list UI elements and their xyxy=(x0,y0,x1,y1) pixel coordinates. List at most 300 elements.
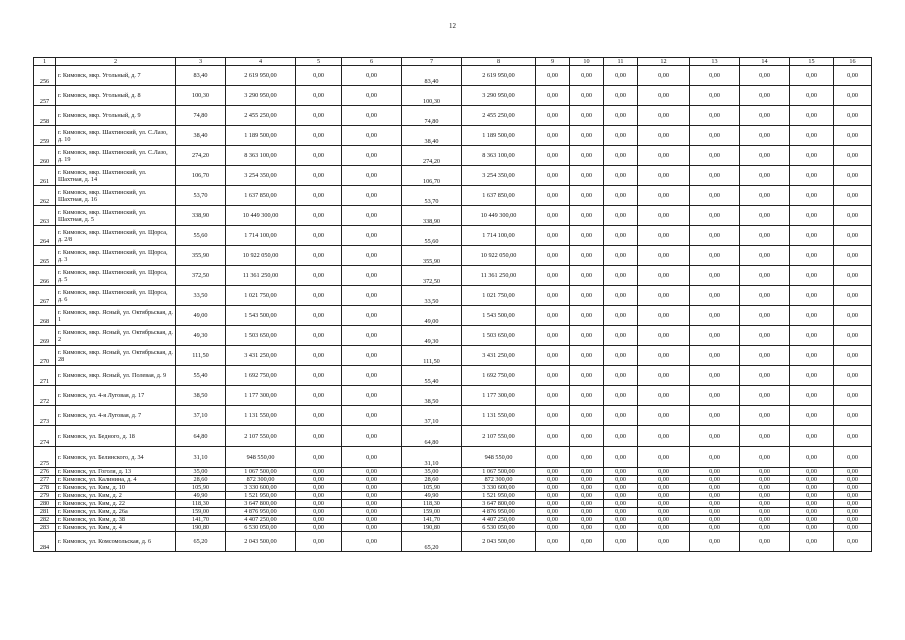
value-cell: 0,00 xyxy=(690,386,740,406)
value-cell: 0,00 xyxy=(604,447,638,468)
value-cell: 0,00 xyxy=(740,286,790,306)
value-cell: 0,00 xyxy=(604,326,638,346)
value-cell: 0,00 xyxy=(790,326,834,346)
header-row xyxy=(34,58,872,66)
value-cell: 0,00 xyxy=(638,386,690,406)
value-cell: 0,00 xyxy=(690,508,740,516)
row-number: 269 xyxy=(34,326,56,346)
value-cell: 0,00 xyxy=(638,447,690,468)
value-cell: 33,50 xyxy=(402,286,462,306)
value-cell: 0,00 xyxy=(604,386,638,406)
value-cell: 0,00 xyxy=(604,468,638,476)
table-row xyxy=(34,166,872,186)
value-cell: 0,00 xyxy=(604,246,638,266)
value-cell: 118,30 xyxy=(176,500,226,508)
value-cell: 37,10 xyxy=(176,406,226,426)
value-cell: 0,00 xyxy=(570,484,604,492)
row-number: 284 xyxy=(34,532,56,552)
header-cell: 1 xyxy=(34,58,56,66)
value-cell: 0,00 xyxy=(604,406,638,426)
value-cell: 0,00 xyxy=(790,508,834,516)
header-cell: 8 xyxy=(462,58,536,66)
value-cell: 0,00 xyxy=(296,226,342,246)
value-cell: 0,00 xyxy=(296,508,342,516)
value-cell: 4 407 250,00 xyxy=(462,516,536,524)
value-cell: 0,00 xyxy=(296,346,342,366)
value-cell: 0,00 xyxy=(638,146,690,166)
address-cell: г. Кимовск, ул. Ким, д. 26а xyxy=(56,508,176,516)
value-cell: 1 637 850,00 xyxy=(226,186,296,206)
address-cell: г. Кимовск, ул. Ким, д. 22 xyxy=(56,500,176,508)
address-cell: г. Кимовск, ул. Калинина, д. 4 xyxy=(56,476,176,484)
value-cell: 0,00 xyxy=(570,366,604,386)
value-cell: 0,00 xyxy=(342,532,402,552)
value-cell: 0,00 xyxy=(740,126,790,146)
value-cell: 0,00 xyxy=(690,346,740,366)
value-cell: 0,00 xyxy=(536,106,570,126)
address-cell: г. Кимовск, мкр. Угольный, д. 8 xyxy=(56,86,176,106)
value-cell: 0,00 xyxy=(296,468,342,476)
table-row xyxy=(34,326,872,346)
value-cell: 0,00 xyxy=(570,468,604,476)
value-cell: 0,00 xyxy=(834,226,872,246)
value-cell: 0,00 xyxy=(296,246,342,266)
value-cell: 106,70 xyxy=(402,166,462,186)
value-cell: 0,00 xyxy=(342,468,402,476)
value-cell: 0,00 xyxy=(740,266,790,286)
value-cell: 0,00 xyxy=(342,346,402,366)
value-cell: 0,00 xyxy=(690,500,740,508)
value-cell: 338,90 xyxy=(176,206,226,226)
value-cell: 0,00 xyxy=(834,286,872,306)
value-cell: 0,00 xyxy=(638,366,690,386)
value-cell: 0,00 xyxy=(604,426,638,447)
header-cell: 6 xyxy=(342,58,402,66)
value-cell: 0,00 xyxy=(740,492,790,500)
value-cell: 0,00 xyxy=(740,146,790,166)
value-cell: 0,00 xyxy=(536,426,570,447)
value-cell: 1 067 500,00 xyxy=(226,468,296,476)
value-cell: 11 361 250,00 xyxy=(462,266,536,286)
value-cell: 0,00 xyxy=(296,386,342,406)
table-row xyxy=(34,524,872,532)
table-row xyxy=(34,508,872,516)
value-cell: 1 503 650,00 xyxy=(226,326,296,346)
value-cell: 0,00 xyxy=(834,126,872,146)
address-cell: г. Кимовск, ул. Ким, д. 2 xyxy=(56,492,176,500)
value-cell: 0,00 xyxy=(740,484,790,492)
value-cell: 0,00 xyxy=(790,266,834,286)
value-cell: 0,00 xyxy=(342,426,402,447)
value-cell: 0,00 xyxy=(740,476,790,484)
value-cell: 0,00 xyxy=(638,492,690,500)
value-cell: 4 876 950,00 xyxy=(226,508,296,516)
value-cell: 0,00 xyxy=(604,106,638,126)
value-cell: 0,00 xyxy=(296,126,342,146)
value-cell: 0,00 xyxy=(536,86,570,106)
value-cell: 0,00 xyxy=(570,206,604,226)
value-cell: 0,00 xyxy=(536,286,570,306)
value-cell: 0,00 xyxy=(296,326,342,346)
value-cell: 0,00 xyxy=(740,386,790,406)
value-cell: 0,00 xyxy=(690,366,740,386)
value-cell: 159,00 xyxy=(402,508,462,516)
value-cell: 0,00 xyxy=(834,326,872,346)
value-cell: 0,00 xyxy=(790,484,834,492)
value-cell: 0,00 xyxy=(690,106,740,126)
value-cell: 0,00 xyxy=(740,426,790,447)
value-cell: 0,00 xyxy=(834,406,872,426)
value-cell: 1 637 850,00 xyxy=(462,186,536,206)
value-cell: 0,00 xyxy=(604,508,638,516)
value-cell: 0,00 xyxy=(638,516,690,524)
value-cell: 3 647 800,00 xyxy=(462,500,536,508)
value-cell: 0,00 xyxy=(604,492,638,500)
value-cell: 0,00 xyxy=(690,426,740,447)
value-cell: 83,40 xyxy=(402,66,462,86)
value-cell: 872 300,00 xyxy=(462,476,536,484)
value-cell: 0,00 xyxy=(604,306,638,326)
value-cell: 2 107 550,00 xyxy=(226,426,296,447)
value-cell: 38,40 xyxy=(402,126,462,146)
value-cell: 49,30 xyxy=(402,326,462,346)
value-cell: 0,00 xyxy=(342,306,402,326)
value-cell: 105,90 xyxy=(402,484,462,492)
address-cell: г. Кимовск, мкр. Шахтинский, ул. Щорса, д. 3 xyxy=(56,246,176,266)
value-cell: 74,80 xyxy=(176,106,226,126)
table-row xyxy=(34,468,872,476)
table-row xyxy=(34,516,872,524)
value-cell: 1 131 550,00 xyxy=(462,406,536,426)
value-cell: 372,50 xyxy=(402,266,462,286)
value-cell: 0,00 xyxy=(638,126,690,146)
header-cell: 15 xyxy=(790,58,834,66)
value-cell: 0,00 xyxy=(570,386,604,406)
value-cell: 0,00 xyxy=(296,426,342,447)
value-cell: 0,00 xyxy=(638,468,690,476)
value-cell: 0,00 xyxy=(604,524,638,532)
value-cell: 274,20 xyxy=(402,146,462,166)
value-cell: 55,40 xyxy=(402,366,462,386)
value-cell: 83,40 xyxy=(176,66,226,86)
row-number: 272 xyxy=(34,386,56,406)
header-cell: 13 xyxy=(690,58,740,66)
value-cell: 3 431 250,00 xyxy=(462,346,536,366)
value-cell: 0,00 xyxy=(536,206,570,226)
table-row xyxy=(34,266,872,286)
row-number: 260 xyxy=(34,146,56,166)
value-cell: 0,00 xyxy=(536,524,570,532)
header-cell: 4 xyxy=(226,58,296,66)
value-cell: 0,00 xyxy=(570,326,604,346)
value-cell: 0,00 xyxy=(604,346,638,366)
value-cell: 0,00 xyxy=(740,516,790,524)
value-cell: 0,00 xyxy=(740,366,790,386)
value-cell: 3 254 350,00 xyxy=(226,166,296,186)
table-row xyxy=(34,426,872,447)
value-cell: 0,00 xyxy=(740,346,790,366)
address-cell: г. Кимовск, мкр. Ясный, ул. Полевая, д. 9 xyxy=(56,366,176,386)
value-cell: 10 449 300,00 xyxy=(226,206,296,226)
value-cell: 0,00 xyxy=(296,366,342,386)
value-cell: 0,00 xyxy=(536,66,570,86)
value-cell: 0,00 xyxy=(690,206,740,226)
value-cell: 0,00 xyxy=(690,286,740,306)
value-cell: 0,00 xyxy=(638,524,690,532)
address-cell: г. Кимовск, мкр. Шахтинский, ул. С.Лазо, д. 10 xyxy=(56,126,176,146)
value-cell: 28,60 xyxy=(176,476,226,484)
value-cell: 0,00 xyxy=(536,146,570,166)
value-cell: 0,00 xyxy=(740,306,790,326)
value-cell: 111,50 xyxy=(402,346,462,366)
value-cell: 141,70 xyxy=(176,516,226,524)
value-cell: 38,40 xyxy=(176,126,226,146)
value-cell: 0,00 xyxy=(790,206,834,226)
value-cell: 190,80 xyxy=(402,524,462,532)
value-cell: 0,00 xyxy=(740,406,790,426)
value-cell: 0,00 xyxy=(740,206,790,226)
value-cell: 3 647 800,00 xyxy=(226,500,296,508)
value-cell: 0,00 xyxy=(790,126,834,146)
address-cell: г. Кимовск, ул. Ким, д. 4 xyxy=(56,524,176,532)
value-cell: 6 530 050,00 xyxy=(226,524,296,532)
value-cell: 0,00 xyxy=(638,484,690,492)
value-cell: 0,00 xyxy=(690,447,740,468)
value-cell: 0,00 xyxy=(604,186,638,206)
value-cell: 872 300,00 xyxy=(226,476,296,484)
value-cell: 37,10 xyxy=(402,406,462,426)
value-cell: 53,70 xyxy=(402,186,462,206)
header-cell: 5 xyxy=(296,58,342,66)
value-cell: 0,00 xyxy=(536,532,570,552)
value-cell: 0,00 xyxy=(834,66,872,86)
value-cell: 0,00 xyxy=(296,306,342,326)
row-number: 282 xyxy=(34,516,56,524)
value-cell: 0,00 xyxy=(570,306,604,326)
value-cell: 3 290 950,00 xyxy=(226,86,296,106)
value-cell: 1 021 750,00 xyxy=(462,286,536,306)
value-cell: 0,00 xyxy=(570,186,604,206)
row-number: 283 xyxy=(34,524,56,532)
value-cell: 0,00 xyxy=(570,266,604,286)
value-cell: 4 876 950,00 xyxy=(462,508,536,516)
value-cell: 0,00 xyxy=(834,146,872,166)
value-cell: 0,00 xyxy=(790,86,834,106)
value-cell: 10 922 050,00 xyxy=(462,246,536,266)
value-cell: 0,00 xyxy=(790,447,834,468)
value-cell: 0,00 xyxy=(342,146,402,166)
value-cell: 0,00 xyxy=(536,386,570,406)
value-cell: 0,00 xyxy=(740,246,790,266)
value-cell: 0,00 xyxy=(638,226,690,246)
value-cell: 3 431 250,00 xyxy=(226,346,296,366)
header-cell: 7 xyxy=(402,58,462,66)
value-cell: 106,70 xyxy=(176,166,226,186)
address-cell: г. Кимовск, мкр. Шахтинский, ул. Щорса, д. 2/8 xyxy=(56,226,176,246)
value-cell: 0,00 xyxy=(638,346,690,366)
value-cell: 0,00 xyxy=(740,66,790,86)
value-cell: 338,90 xyxy=(402,206,462,226)
header-cell: 16 xyxy=(834,58,872,66)
value-cell: 0,00 xyxy=(834,500,872,508)
header-cell: 9 xyxy=(536,58,570,66)
value-cell: 0,00 xyxy=(536,492,570,500)
row-number: 268 xyxy=(34,306,56,326)
value-cell: 1 131 550,00 xyxy=(226,406,296,426)
table-row xyxy=(34,492,872,500)
value-cell: 0,00 xyxy=(834,186,872,206)
value-cell: 3 330 600,00 xyxy=(462,484,536,492)
row-number: 265 xyxy=(34,246,56,266)
value-cell: 0,00 xyxy=(690,186,740,206)
value-cell: 4 407 250,00 xyxy=(226,516,296,524)
value-cell: 1 714 100,00 xyxy=(226,226,296,246)
value-cell: 0,00 xyxy=(638,166,690,186)
value-cell: 0,00 xyxy=(342,447,402,468)
address-cell: г. Кимовск, ул. Гоголя, д. 13 xyxy=(56,468,176,476)
value-cell: 0,00 xyxy=(342,366,402,386)
value-cell: 1 177 300,00 xyxy=(226,386,296,406)
value-cell: 1 021 750,00 xyxy=(226,286,296,306)
table-row xyxy=(34,476,872,484)
value-cell: 0,00 xyxy=(570,532,604,552)
address-cell: г. Кимовск, мкр. Ясный, ул. Октябрьская, д. 2 xyxy=(56,326,176,346)
value-cell: 141,70 xyxy=(402,516,462,524)
address-cell: г. Кимовск, ул. Бедного, д. 18 xyxy=(56,426,176,447)
row-number: 261 xyxy=(34,166,56,186)
value-cell: 0,00 xyxy=(296,492,342,500)
value-cell: 1 543 500,00 xyxy=(226,306,296,326)
header-cell: 14 xyxy=(740,58,790,66)
value-cell: 0,00 xyxy=(740,186,790,206)
value-cell: 0,00 xyxy=(790,476,834,484)
row-number: 267 xyxy=(34,286,56,306)
value-cell: 0,00 xyxy=(834,86,872,106)
value-cell: 0,00 xyxy=(604,266,638,286)
value-cell: 0,00 xyxy=(690,326,740,346)
value-cell: 2 107 550,00 xyxy=(462,426,536,447)
value-cell: 0,00 xyxy=(834,346,872,366)
value-cell: 3 254 350,00 xyxy=(462,166,536,186)
table-row xyxy=(34,306,872,326)
value-cell: 0,00 xyxy=(570,146,604,166)
value-cell: 38,50 xyxy=(402,386,462,406)
address-cell: г. Кимовск, мкр. Ясный, ул. Октябрьская, д. 1 xyxy=(56,306,176,326)
value-cell: 0,00 xyxy=(570,447,604,468)
value-cell: 55,60 xyxy=(176,226,226,246)
value-cell: 0,00 xyxy=(834,492,872,500)
value-cell: 0,00 xyxy=(834,246,872,266)
value-cell: 0,00 xyxy=(834,426,872,447)
value-cell: 0,00 xyxy=(342,508,402,516)
value-cell: 49,90 xyxy=(176,492,226,500)
value-cell: 0,00 xyxy=(790,366,834,386)
value-cell: 0,00 xyxy=(604,226,638,246)
value-cell: 0,00 xyxy=(536,406,570,426)
row-number: 274 xyxy=(34,426,56,447)
address-cell: г. Кимовск, ул. Ким, д. 10 xyxy=(56,484,176,492)
value-cell: 948 550,00 xyxy=(462,447,536,468)
value-cell: 0,00 xyxy=(296,476,342,484)
value-cell: 0,00 xyxy=(690,226,740,246)
value-cell: 0,00 xyxy=(690,66,740,86)
value-cell: 0,00 xyxy=(536,266,570,286)
table-row xyxy=(34,346,872,366)
value-cell: 2 619 950,00 xyxy=(226,66,296,86)
value-cell: 0,00 xyxy=(790,66,834,86)
value-cell: 0,00 xyxy=(638,86,690,106)
value-cell: 0,00 xyxy=(790,386,834,406)
value-cell: 0,00 xyxy=(570,524,604,532)
value-cell: 38,50 xyxy=(176,386,226,406)
value-cell: 0,00 xyxy=(296,406,342,426)
value-cell: 0,00 xyxy=(604,484,638,492)
value-cell: 274,20 xyxy=(176,146,226,166)
value-cell: 0,00 xyxy=(342,524,402,532)
value-cell: 0,00 xyxy=(570,500,604,508)
value-cell: 0,00 xyxy=(536,516,570,524)
value-cell: 372,50 xyxy=(176,266,226,286)
address-cell: г. Кимовск, ул. 4-я Луговая, д. 17 xyxy=(56,386,176,406)
value-cell: 0,00 xyxy=(834,386,872,406)
value-cell: 0,00 xyxy=(604,500,638,508)
value-cell: 55,40 xyxy=(176,366,226,386)
value-cell: 100,30 xyxy=(402,86,462,106)
value-cell: 355,90 xyxy=(402,246,462,266)
value-cell: 0,00 xyxy=(690,166,740,186)
value-cell: 0,00 xyxy=(740,447,790,468)
address-cell: г. Кимовск, мкр. Угольный, д. 7 xyxy=(56,66,176,86)
header-cell: 10 xyxy=(570,58,604,66)
value-cell: 0,00 xyxy=(638,246,690,266)
value-cell: 0,00 xyxy=(834,524,872,532)
value-cell: 35,00 xyxy=(176,468,226,476)
value-cell: 0,00 xyxy=(834,476,872,484)
value-cell: 0,00 xyxy=(536,306,570,326)
value-cell: 2 619 950,00 xyxy=(462,66,536,86)
value-cell: 0,00 xyxy=(604,532,638,552)
row-number: 258 xyxy=(34,106,56,126)
value-cell: 118,30 xyxy=(402,500,462,508)
value-cell: 0,00 xyxy=(790,346,834,366)
value-cell: 0,00 xyxy=(604,516,638,524)
value-cell: 0,00 xyxy=(740,86,790,106)
address-cell: г. Кимовск, ул. 4-я Луговая, д. 7 xyxy=(56,406,176,426)
value-cell: 0,00 xyxy=(604,166,638,186)
value-cell: 3 330 600,00 xyxy=(226,484,296,492)
value-cell: 0,00 xyxy=(342,186,402,206)
value-cell: 1 714 100,00 xyxy=(462,226,536,246)
value-cell: 0,00 xyxy=(296,500,342,508)
value-cell: 0,00 xyxy=(342,476,402,484)
value-cell: 948 550,00 xyxy=(226,447,296,468)
value-cell: 55,60 xyxy=(402,226,462,246)
value-cell: 0,00 xyxy=(296,516,342,524)
page-number: 12 xyxy=(449,22,456,30)
table-row xyxy=(34,500,872,508)
value-cell: 0,00 xyxy=(638,476,690,484)
value-cell: 0,00 xyxy=(536,476,570,484)
value-cell: 0,00 xyxy=(790,468,834,476)
value-cell: 0,00 xyxy=(638,426,690,447)
row-number: 281 xyxy=(34,508,56,516)
value-cell: 0,00 xyxy=(690,524,740,532)
value-cell: 0,00 xyxy=(790,186,834,206)
value-cell: 0,00 xyxy=(834,106,872,126)
value-cell: 31,10 xyxy=(402,447,462,468)
value-cell: 0,00 xyxy=(296,532,342,552)
value-cell: 0,00 xyxy=(690,476,740,484)
